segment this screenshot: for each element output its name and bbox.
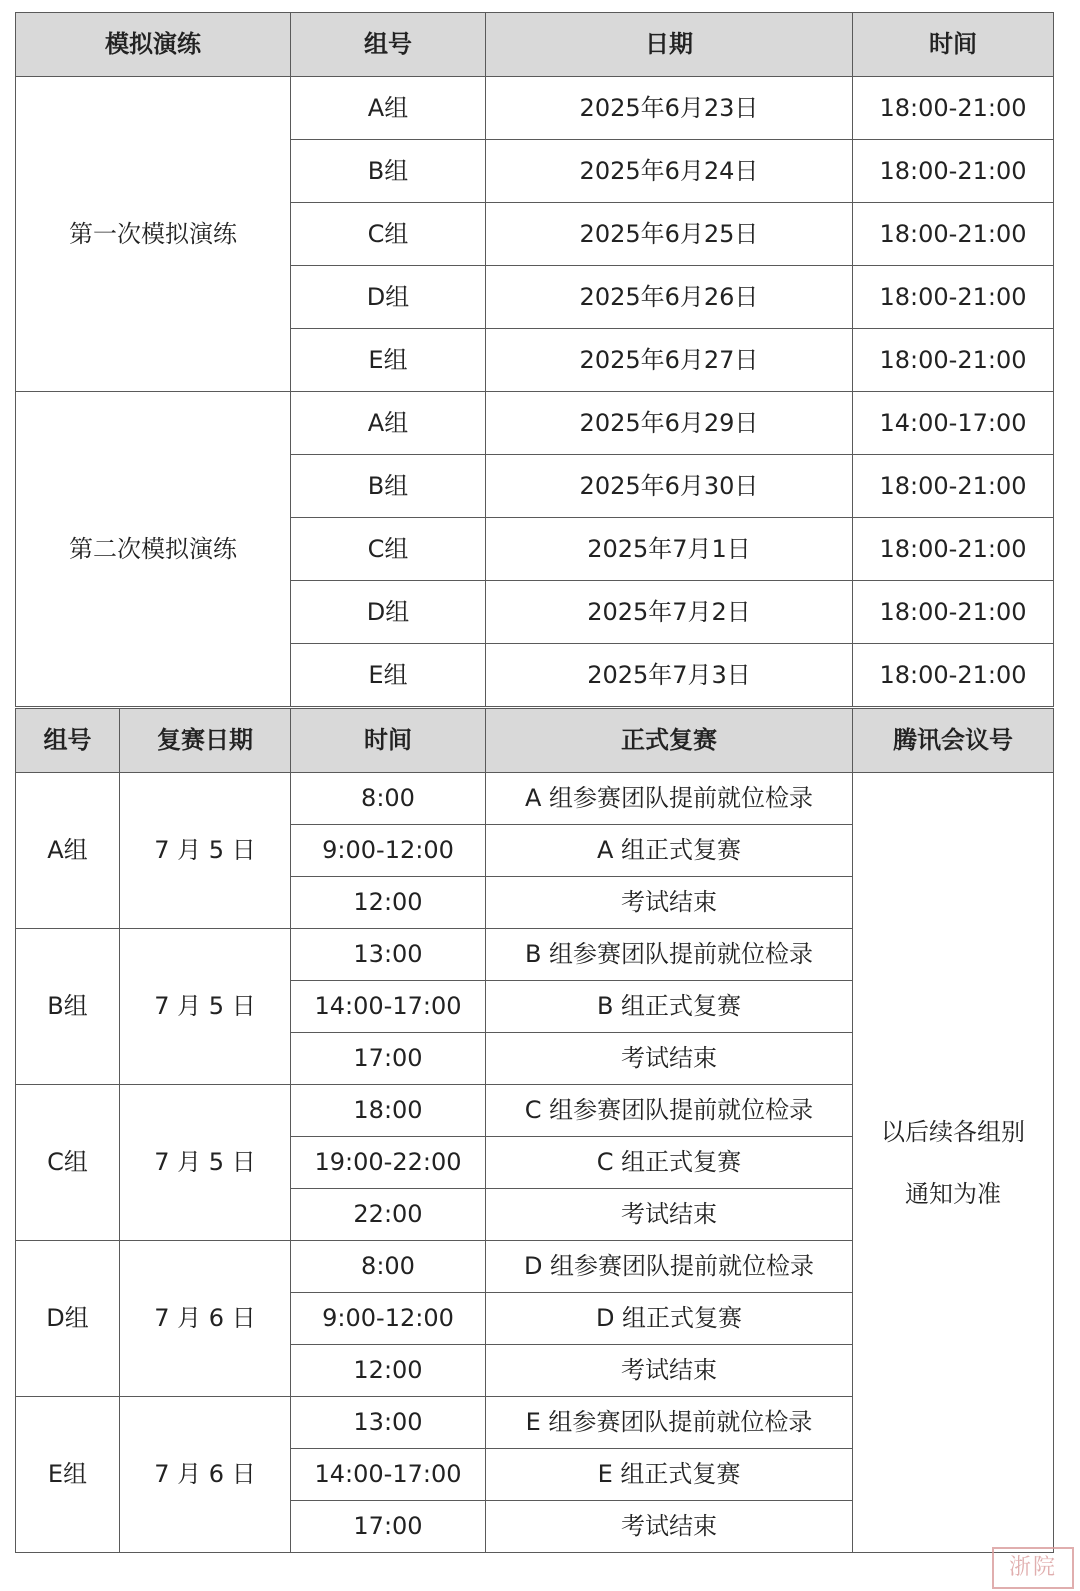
- header-date: 日期: [486, 13, 853, 77]
- event-cell: 考试结束: [486, 1501, 853, 1553]
- table-row: [16, 773, 1054, 825]
- group-cell: E组: [291, 329, 486, 392]
- time-cell: 18:00-21:00: [853, 140, 1054, 203]
- meeting-note-cell: 以后续各组别通知为准: [853, 773, 1054, 1553]
- semifinal-date-cell: 7 月 5 日: [120, 929, 291, 1085]
- event-cell: A 组正式复赛: [486, 825, 853, 877]
- group-cell: B组: [291, 455, 486, 518]
- time-cell: 14:00-17:00: [291, 981, 486, 1033]
- date-cell: 2025年6月30日: [486, 455, 853, 518]
- time-cell: 18:00-21:00: [853, 266, 1054, 329]
- date-cell: 2025年7月3日: [486, 644, 853, 707]
- semifinal-date-cell: 7 月 6 日: [120, 1241, 291, 1397]
- time-cell: 9:00-12:00: [291, 1293, 486, 1345]
- event-cell: 考试结束: [486, 1189, 853, 1241]
- event-cell: E 组正式复赛: [486, 1449, 853, 1501]
- header-tencent-meeting-id: 腾讯会议号: [853, 709, 1054, 773]
- event-cell: 考试结束: [486, 1033, 853, 1085]
- time-cell: 13:00: [291, 1397, 486, 1449]
- event-cell: B 组正式复赛: [486, 981, 853, 1033]
- date-cell: 2025年7月1日: [486, 518, 853, 581]
- round-name: 第一次模拟演练: [16, 77, 291, 392]
- mock-drill-schedule-table: [15, 12, 1054, 707]
- date-cell: 2025年7月2日: [486, 581, 853, 644]
- event-cell: D 组正式复赛: [486, 1293, 853, 1345]
- time-cell: 18:00-21:00: [853, 455, 1054, 518]
- time-cell: 14:00-17:00: [291, 1449, 486, 1501]
- group-cell: B组: [16, 929, 120, 1085]
- group-cell: C组: [16, 1085, 120, 1241]
- event-cell: 考试结束: [486, 1345, 853, 1397]
- header-time: 时间: [291, 709, 486, 773]
- event-cell: B 组参赛团队提前就位检录: [486, 929, 853, 981]
- header-official-semifinal: 正式复赛: [486, 709, 853, 773]
- group-cell: E组: [291, 644, 486, 707]
- time-cell: 18:00-21:00: [853, 518, 1054, 581]
- group-cell: A组: [291, 392, 486, 455]
- header-group: 组号: [291, 13, 486, 77]
- group-cell: D组: [291, 266, 486, 329]
- group-cell: D组: [291, 581, 486, 644]
- header-group: 组号: [16, 709, 120, 773]
- date-cell: 2025年6月23日: [486, 77, 853, 140]
- event-cell: A 组参赛团队提前就位检录: [486, 773, 853, 825]
- time-cell: 12:00: [291, 1345, 486, 1397]
- event-cell: C 组正式复赛: [486, 1137, 853, 1189]
- semifinal-date-cell: 7 月 5 日: [120, 773, 291, 929]
- event-cell: 考试结束: [486, 877, 853, 929]
- date-cell: 2025年6月24日: [486, 140, 853, 203]
- time-cell: 18:00: [291, 1085, 486, 1137]
- date-cell: 2025年6月27日: [486, 329, 853, 392]
- time-cell: 8:00: [291, 773, 486, 825]
- time-cell: 19:00-22:00: [291, 1137, 486, 1189]
- header-time: 时间: [853, 13, 1054, 77]
- header-semifinal-date: 复赛日期: [120, 709, 291, 773]
- event-cell: E 组参赛团队提前就位检录: [486, 1397, 853, 1449]
- time-cell: 18:00-21:00: [853, 77, 1054, 140]
- group-cell: C组: [291, 518, 486, 581]
- time-cell: 14:00-17:00: [853, 392, 1054, 455]
- time-cell: 12:00: [291, 877, 486, 929]
- time-cell: 13:00: [291, 929, 486, 981]
- round-name: 第二次模拟演练: [16, 392, 291, 707]
- header-mock-drill: 模拟演练: [16, 13, 291, 77]
- time-cell: 18:00-21:00: [853, 329, 1054, 392]
- group-cell: D组: [16, 1241, 120, 1397]
- time-cell: 17:00: [291, 1033, 486, 1085]
- semifinal-date-cell: 7 月 5 日: [120, 1085, 291, 1241]
- time-cell: 8:00: [291, 1241, 486, 1293]
- table-row: [16, 77, 1054, 140]
- group-cell: C组: [291, 203, 486, 266]
- mock-drill-header-row: [16, 13, 1054, 77]
- group-cell: A组: [16, 773, 120, 929]
- event-cell: C 组参赛团队提前就位检录: [486, 1085, 853, 1137]
- group-cell: E组: [16, 1397, 120, 1553]
- time-cell: 18:00-21:00: [853, 644, 1054, 707]
- watermark-stamp: 浙院: [992, 1547, 1074, 1589]
- time-cell: 22:00: [291, 1189, 486, 1241]
- date-cell: 2025年6月25日: [486, 203, 853, 266]
- semifinal-header-row: [16, 709, 1054, 773]
- semifinal-date-cell: 7 月 6 日: [120, 1397, 291, 1553]
- time-cell: 17:00: [291, 1501, 486, 1553]
- time-cell: 18:00-21:00: [853, 581, 1054, 644]
- semifinal-schedule-table: [15, 708, 1054, 1553]
- date-cell: 2025年6月29日: [486, 392, 853, 455]
- event-cell: D 组参赛团队提前就位检录: [486, 1241, 853, 1293]
- table-row: [16, 392, 1054, 455]
- time-cell: 18:00-21:00: [853, 203, 1054, 266]
- group-cell: B组: [291, 140, 486, 203]
- group-cell: A组: [291, 77, 486, 140]
- time-cell: 9:00-12:00: [291, 825, 486, 877]
- date-cell: 2025年6月26日: [486, 266, 853, 329]
